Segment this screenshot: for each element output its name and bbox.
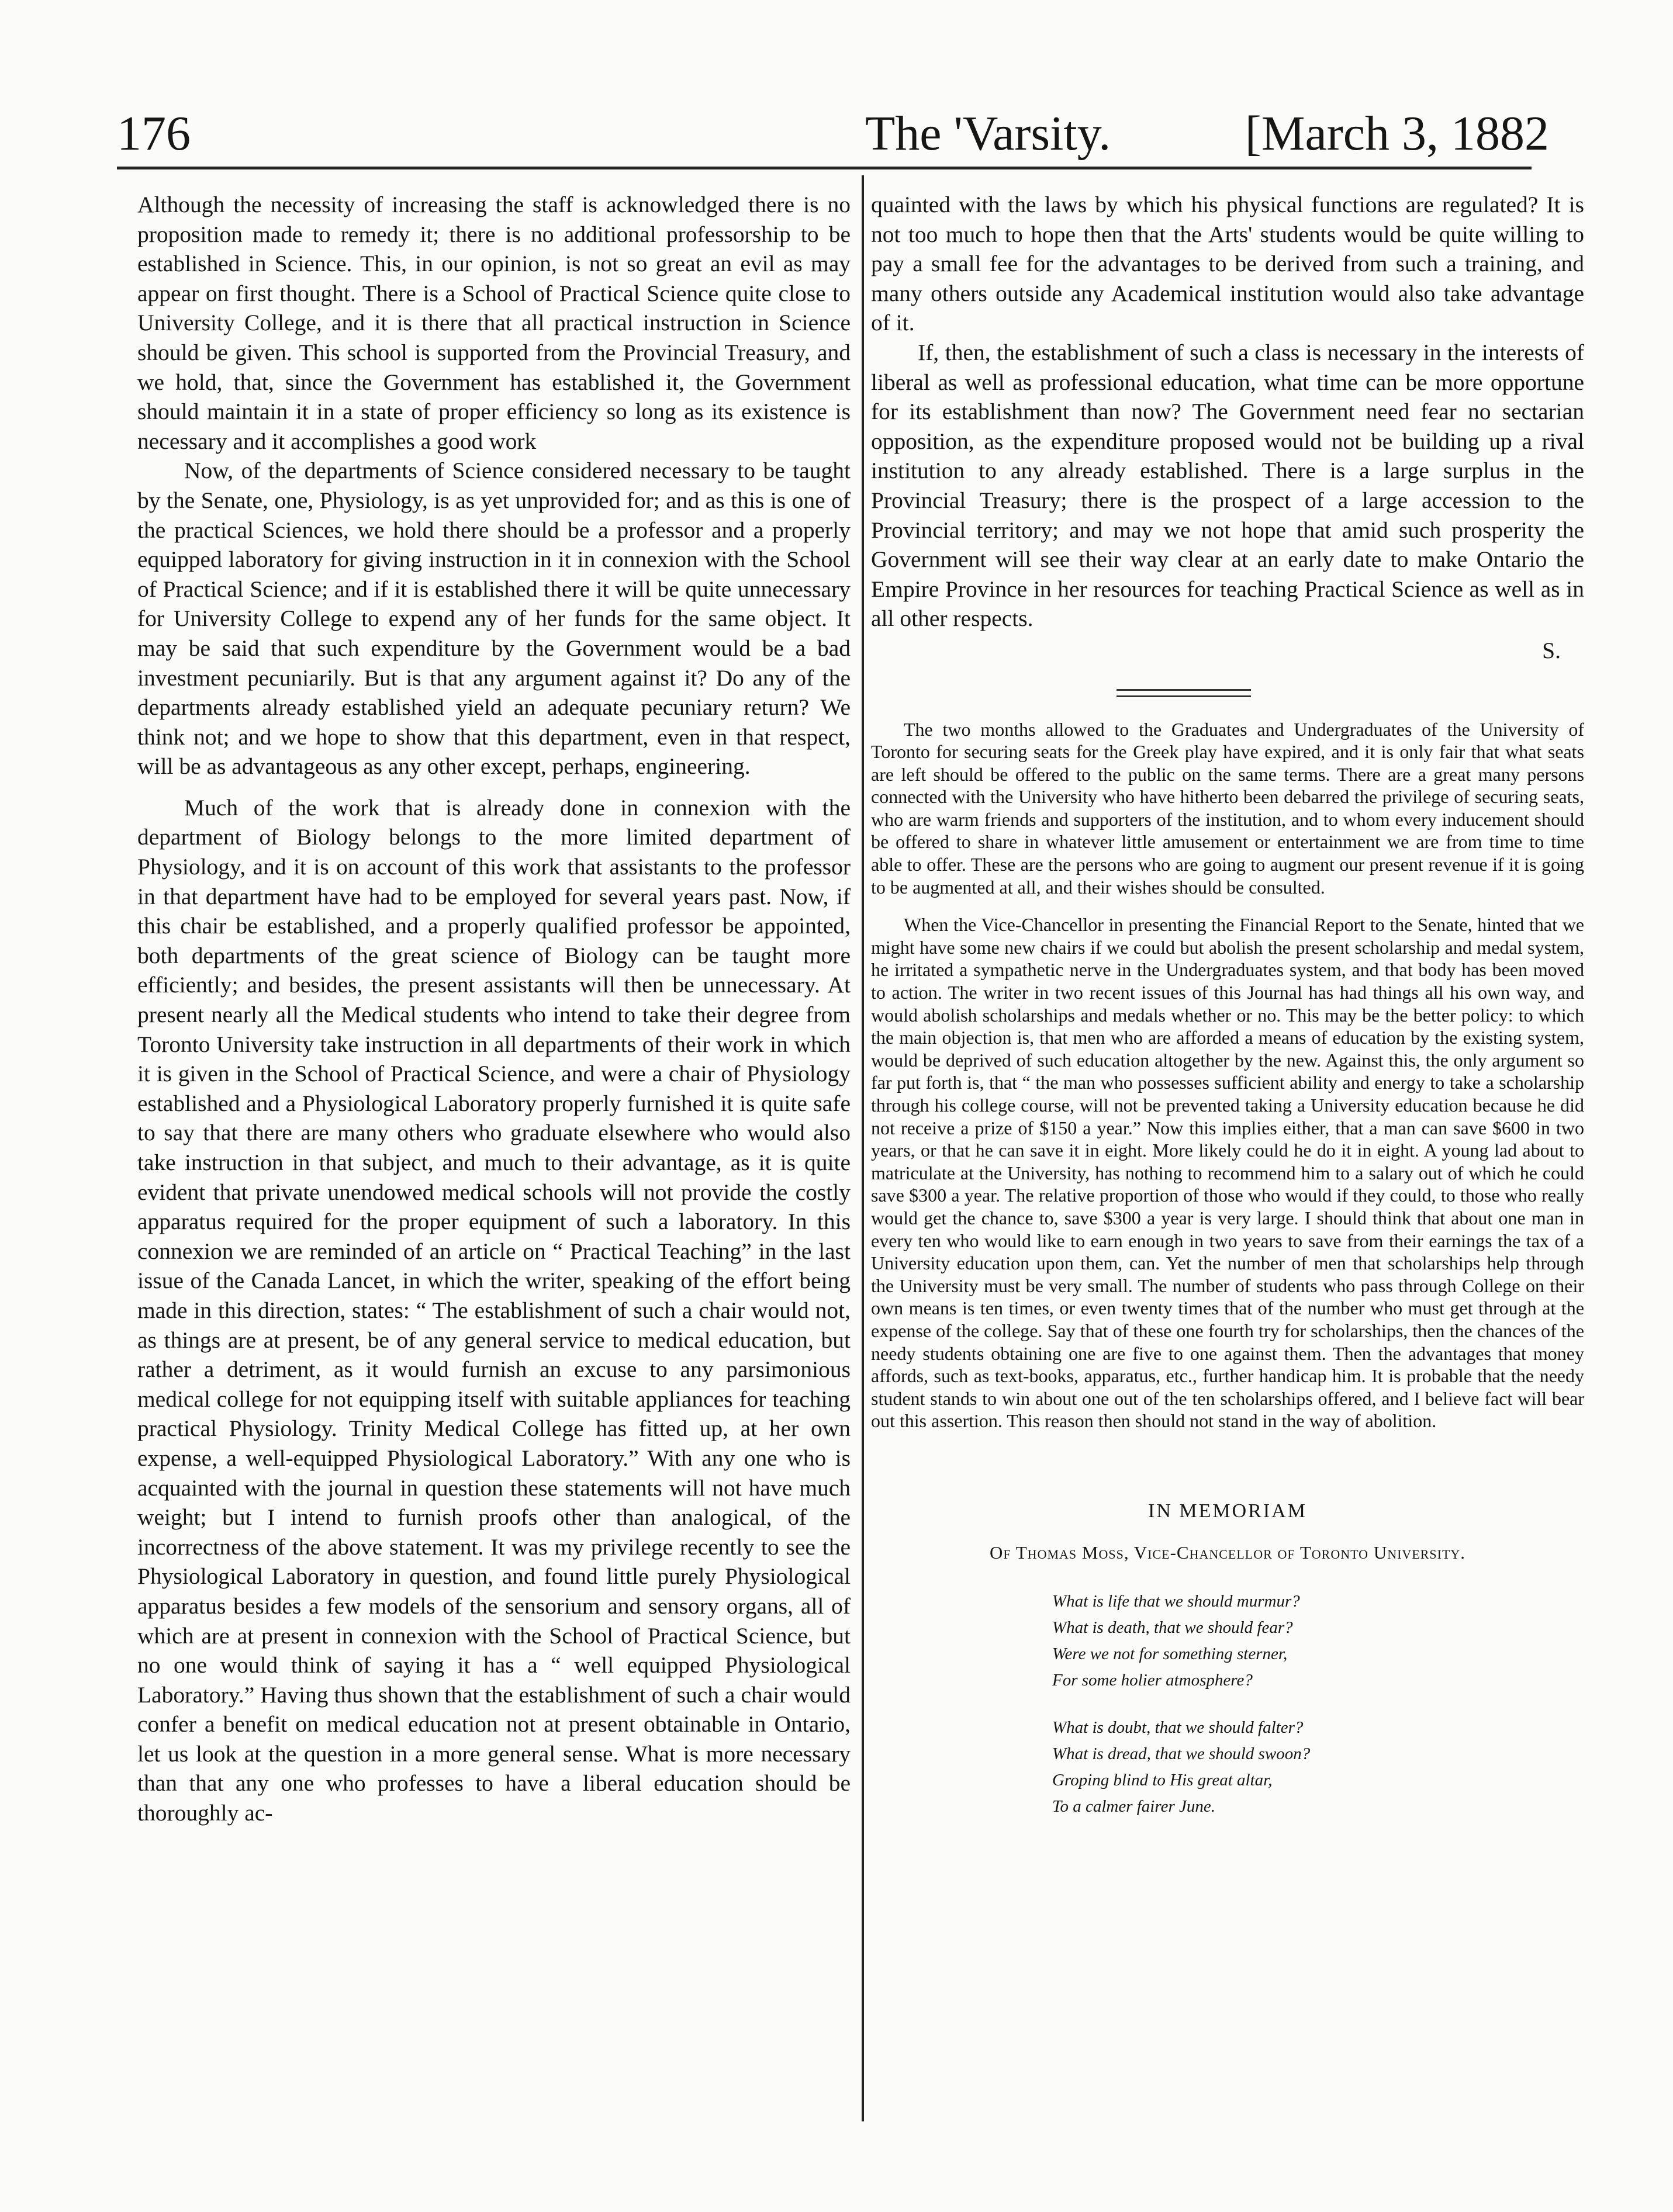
poem-stanza [1052,1715,1584,1820]
poem-line: What is life that we should murmur? [1052,1592,1300,1611]
poem-line: What is death, that we should fear? [1052,1618,1293,1638]
poem-line: For some holier atmosphere? [1052,1671,1253,1690]
column-rule [862,175,864,2121]
note-paragraph: When the Vice-Chancellor in presenting the Financial Report to the Senate, hinted that we might have some new chairs if we could but abolish the present scholarship and medal system, he irritated a sympathetic nerve in the Undergraduates system, and that body has been moved to action. The writer in two recent issues of this Journal has had things all his own way, and would abolish scholarships and medals whether or no. This may be the better policy: to which the main objection is, that men who are afforded a means of education by the existing system, would be deprived of such education altogether by the new. Against this, the only argument so far put forth is, that “ the man who possesses sufficient ability and energy to take a scholarship through his college course, will not be prevented taking a University education because he did not receive a prize of $150 a year.” Now this implies either, that a man can save $600 in two years, or that he can save it in eight. More likely could he do it in eight. A young lad about to matriculate at the University, has nothing to recommend him to a salary out of which he could save $300 a year. The relative proportion of those who would if they could, to those who really would get the chance to, save $300 a year is very large. I should think that about one man in every ten who would like to earn enough in two years to save from their earnings the tax of a University education upon them, can. Yet the number of men that scholarships help through the University must be very small. The number of students who pass through College on their own means is ten times, or even twenty times that of the number who must get through at the expense of the college. Say that of these one fourth try for scholarships, then the chances of the needy students obtaining one are five to one against them. Then the advantages that money affords, such as text-books, apparatus, etc., further handicap him. It is probable that the needy student stands to win about one out of the ten scholarships offered, and I believe fact will bear out this assertion. This reason then should not stand in the way of abolition. [871,914,1584,1432]
section-divider [1117,689,1251,697]
poem-stanza [1052,1588,1584,1694]
issue-date: [March 3, 1882 [1245,106,1549,161]
page-header [117,88,1555,169]
article-paragraph: If, then, the establishment of such a class is necessary in the interests of liberal as well as professional education, what time can be more opportune for its establishment than now? The Government need fear no sectarian opposition, as the expenditure proposed would not be building up a rival institution to any already established. There is a large surplus in the Provincial Treasury; there is the prospect of a large accession to the Provincial territory; and may we not hope that amid such prosperity the Government will see their way clear at an early date to make Ontario the Empire Province in her resources for teaching Practical Science as well as in all other respects. [871,339,1584,632]
article-paragraph: Now, of the departments of Science considered necessary to be taught by the Senate, one, Physiology, is as yet unprovided for; and as this is one of the practical Sciences, we hold there should be a professor and a properly equipped laboratory for giving instruction in it in connexion with the School of Practical Science; and if it is established there it will be quite unnecessary for University College to expend any of her funds for the same object. It may be said that such expenditure by the Government would be a bad investment pecuniarily. But is that any argument against it? Do any of the departments already established yield an adequate pecuniary return? We think not; and we hope to show that this department, even in that respect, will be as advantageous as any other except, perhaps, engineering. [137,458,851,780]
article-paragraph: quainted with the laws by which his physical functions are regulated? It is not too much to hope then that the Arts' students would be quite willing to pay a small fee for the advantages to be derived from such a training, and many others outside any Academical institution would also take advantage of it. [871,192,1584,336]
poem-line: Were we not for something sterner, [1052,1645,1288,1664]
poem-line: Groping blind to His great altar, [1052,1771,1273,1790]
header-rule [117,167,1532,169]
article-signature: S. [1542,637,1561,663]
left-column [137,190,851,1828]
article-paragraph: Much of the work that is already done in connexion with the department of Biology belongs to the more limited department of Physiology, and it is on account of this work that assistants to the professor in that department have had to be employed for several years past. Now, if this chair be established, and a properly qualified professor be appointed, both departments of the great science of Biology can be taught more efficiently; and besides, the present assistants will then be unnecessary. At present nearly all the Medical students who intend to take their degree from Toronto University take instruction in all departments of their work in which it is given in the School of Practical Science, and were a chair of Physiology established and a Physiological Laboratory properly furnished it is quite safe to say that there are many others who graduate elsewhere who would also take instruction in that subject, and much to their advantage, as it is quite evident that private unendowed medical schools will not provide the costly apparatus required for the proper equipment of such a laboratory. In this connexion we are reminded of an article on “ Practical Teaching” in the last issue of the Canada Lancet, in which the writer, speaking of the effort being made in this direction, states: “ The establishment of such a chair would not, as things are at present, be of any general service to medical education, but rather a detriment, as it would furnish an excuse to any parsimonious medical college for not equipping itself with suitable appliances for teaching practical Physiology. Trinity Medical College has fitted up, at her own expense, a well-equipped Physiological Laboratory.” With any one who is acquainted with the journal in question these statements will not have much weight; but I intend to furnish proofs other than analogical, of the incorrectness of the above statement. It was my privilege recently to see the Physiological Laboratory in question, and found little purely Physiological apparatus besides a few models of the sensorium and sensory organs, all of which are at present in connexion with the School of Practical Science, but no one would think of saying it has a “ well equipped Physiological Laboratory.” Having thus shown that the establishment of such a chair would confer a benefit on medical education not at present obtainable in Ontario, let us look at the question in a more general sense. What is more necessary than that any one who professes to have a liberal education should be thoroughly ac- [137,794,851,1826]
poem-line: To a calmer fairer June. [1052,1797,1215,1816]
journal-title: The 'Varsity. [865,106,1111,161]
page-number: 176 [117,106,191,161]
article-paragraph: Although the necessity of increasing the staff is acknowledged there is no proposition made to remedy it; there is no additional professorship to be established in Science. This, in our opinion, is not so great an evil as may appear on first thought. There is a School of Practical Science quite close to University College, and it is there that all practical instruction in Science should be given. This school is supported from the Provincial Treasury, and we hold, that, since the Government has established it, the Government should maintain it in a state of proper efficiency so long as its existence is necessary and it accomplishes a good work [137,192,851,454]
memoriam-dedication: Of Thomas Moss, Vice-Chancellor of Toronto University. [989,1542,1466,1563]
poem-line: What is dread, that we should swoon? [1052,1744,1311,1764]
note-paragraph: The two months allowed to the Graduates and Undergraduates of the University of Toronto for securing seats for the Greek play have expired, and it is only fair that what seats are left should be offered to the public on the same terms. There are a great many persons connected with the University who have hitherto been debarred the privilege of securing seats, who are warm friends and supporters of the institution, and to whom every inducement should be offered to share in whatever little amusement or entertainment we are from time to time able to offer. These are the persons who are going to augment our present revenue if it is going to be augmented at all, and their wishes should be consulted. [871,718,1584,898]
poem-line: What is doubt, that we should falter? [1052,1718,1304,1737]
memoriam-heading: IN MEMORIAM [1148,1500,1307,1522]
editorial-notes [871,718,1584,1432]
right-column [871,190,1584,1820]
